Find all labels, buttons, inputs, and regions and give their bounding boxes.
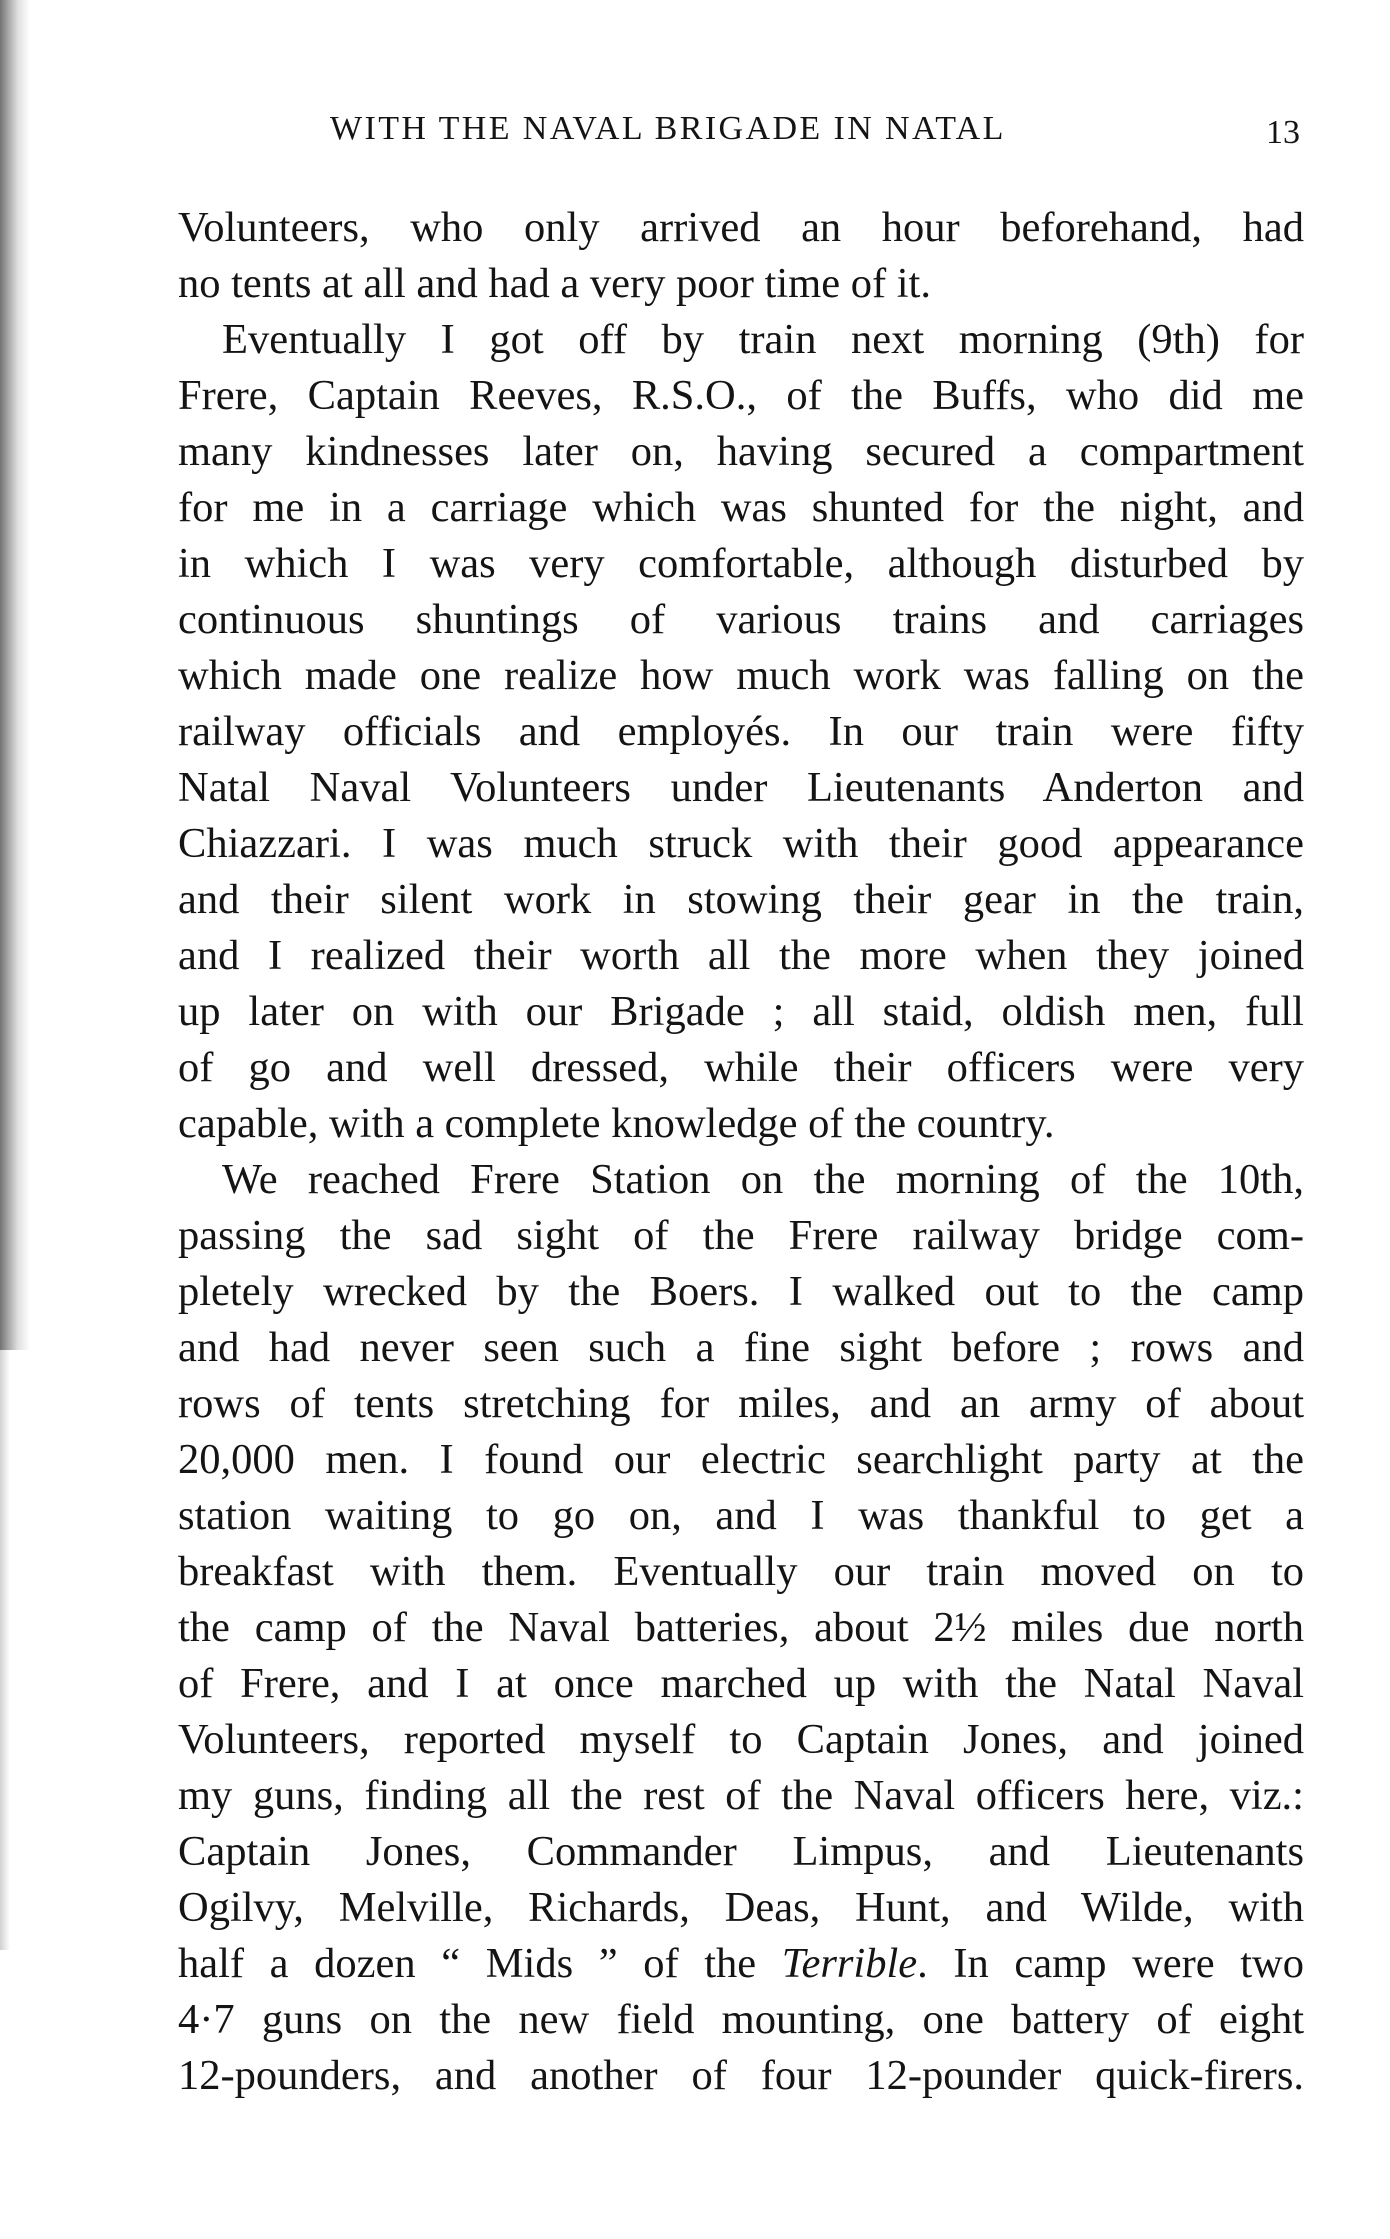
text-line: Captain Jones, Commander Limpus, and Lieutenants <box>178 1828 1304 1875</box>
text-line: capable, with a complete knowledge of the country. <box>178 1100 1055 1147</box>
text-line: Frere, Captain Reeves, R.S.O., of the Buffs, who did me <box>178 372 1304 419</box>
text-line: many kindnesses later on, having secured a compartment <box>178 428 1304 475</box>
text-line: and had never seen such a fine sight before ; rows and <box>178 1324 1304 1371</box>
text-line: Chiazzari. I was much struck with their good appearance <box>178 820 1304 867</box>
text-line: Eventually I got off by train next morning (9th) for <box>222 316 1304 363</box>
text-line: the camp of the Naval batteries, about 2½ miles due north <box>178 1604 1304 1651</box>
text-line: Volunteers, reported myself to Captain Jones, and joined <box>178 1716 1304 1763</box>
text-line: Ogilvy, Melville, Richards, Deas, Hunt, and Wilde, with <box>178 1884 1304 1931</box>
text-line: We reached Frere Station on the morning of the 10th, <box>222 1156 1304 1203</box>
text-line: 20,000 men. I found our electric searchlight party at the <box>178 1436 1304 1483</box>
text-line: of Frere, and I at once marched up with the Natal Naval <box>178 1660 1304 1707</box>
text-line: and I realized their worth all the more when they joined <box>178 932 1304 979</box>
text-line: 12-pounders, and another of four 12-pounder quick-firers. <box>178 2052 1304 2099</box>
page-number: 13 <box>1266 114 1300 151</box>
binding-shadow <box>0 0 30 1350</box>
text-line: continuous shuntings of various trains and carriages <box>178 596 1304 643</box>
text-line: railway officials and employés. In our train were fifty <box>178 708 1304 755</box>
ship-name: Terrible <box>781 1940 918 1987</box>
text-line: half a dozen “ Mids ” of the Terrible. In camp were two <box>178 1940 1304 1987</box>
text-line: pletely wrecked by the Boers. I walked out to the camp <box>178 1268 1304 1315</box>
text-line: in which I was very comfortable, although disturbed by <box>178 540 1304 587</box>
text-line: station waiting to go on, and I was thankful to get a <box>178 1492 1304 1539</box>
text-line: my guns, finding all the rest of the Naval officers here, viz.: <box>178 1772 1304 1819</box>
text-line: 4·7 guns on the new field mounting, one battery of eight <box>178 1996 1304 2043</box>
text-line: passing the sad sight of the Frere railway bridge com- <box>178 1212 1304 1259</box>
text-line: no tents at all and had a very poor time of it. <box>178 260 931 307</box>
binding-shadow-lower <box>0 1350 10 1950</box>
text-line: Volunteers, who only arrived an hour beforehand, had <box>178 204 1304 251</box>
running-head <box>180 110 1300 160</box>
running-title: WITH THE NAVAL BRIGADE IN NATAL <box>330 110 1006 147</box>
text-line: and their silent work in stowing their gear in the train, <box>178 876 1304 923</box>
text-line: Natal Naval Volunteers under Lieutenants Anderton and <box>178 764 1304 811</box>
text-line: of go and well dressed, while their officers were very <box>178 1044 1304 1091</box>
text-line: breakfast with them. Eventually our train moved on to <box>178 1548 1304 1595</box>
text-line: rows of tents stretching for miles, and an army of about <box>178 1380 1304 1427</box>
text-line: for me in a carriage which was shunted for the night, and <box>178 484 1304 531</box>
body-text <box>178 200 1304 2104</box>
text-line: up later on with our Brigade ; all staid, oldish men, full <box>178 988 1304 1035</box>
text-line: which made one realize how much work was falling on the <box>178 652 1304 699</box>
